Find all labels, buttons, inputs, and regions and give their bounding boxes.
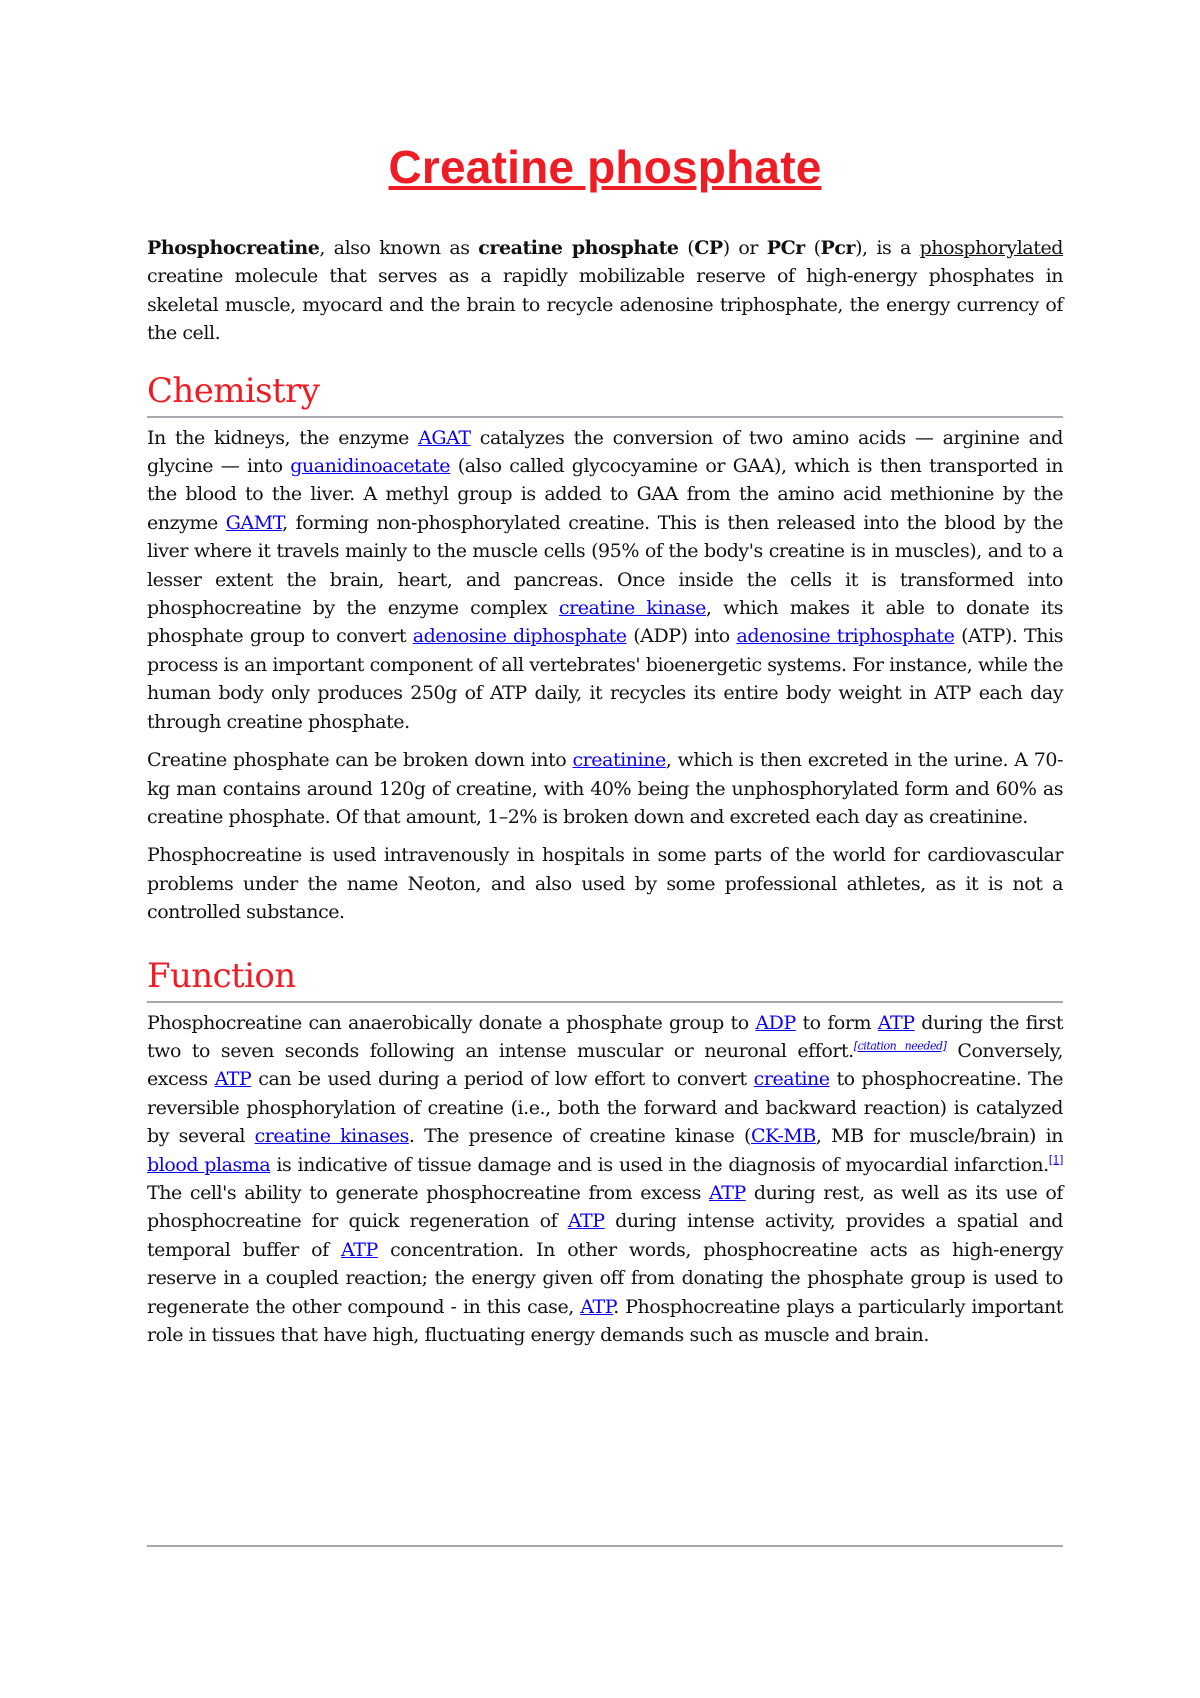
text: , which makes it able to donate its phosphate group to convert	[147, 597, 1063, 648]
page-title: Creatine phosphate	[388, 141, 822, 193]
term-pcr: PCr	[766, 237, 805, 259]
text: In the kidneys, the enzyme	[147, 426, 419, 449]
bottom-divider	[147, 1545, 1063, 1547]
text: , which is then excreted in the urine. A 70-kg man contains around 120g of creatine, with 40% being the unphosphorylated form and 60% as creatine phosphate. Of that amount, 1–2% is broken down and excreted each day as creatinine.	[147, 749, 1063, 828]
section-heading-function: Function	[147, 955, 1063, 1003]
link-atp[interactable]: ATP	[877, 1011, 915, 1034]
text: creatine molecule that serves as a rapidly mobilizable reserve of high-energy phosphates in skeletal muscle, myocard and the brain to recycle adenosine triphosphate, the energy currency of the cell.	[147, 265, 1063, 345]
link-guanidinoacetate[interactable]: guanidinoacetate	[290, 455, 451, 478]
text: Phosphocreatine can anaerobically donate a phosphate group to	[147, 1011, 756, 1034]
text: Conversely, excess	[147, 1039, 1063, 1091]
chemistry-paragraph-3: Phosphocreatine is used intravenously in hospitals in some parts of the world for cardiovascular problems under the name Neoton, and also used by some professional athletes, as it is not a controlled substance.	[147, 844, 1063, 924]
text: Creatine phosphate can be broken down into	[147, 749, 573, 772]
text: . The presence of creatine kinase (	[408, 1125, 751, 1148]
text: to form	[795, 1011, 878, 1034]
text: ) or	[722, 237, 767, 259]
link-creatinine[interactable]: creatinine	[572, 749, 666, 772]
link-reference-1[interactable]: [1]	[1048, 1153, 1063, 1167]
chemistry-paragraph-1	[147, 424, 1063, 736]
link-ck-mb[interactable]: CK-MB	[750, 1125, 816, 1148]
text: (ATP). This process is an important component of all vertebrates' bioenergetic systems. For instance, while the human body only produces 250g of ATP daily, it recycles its entire body weight in ATP each day through creatine phosphate.	[147, 625, 1063, 733]
text: . Phosphocreatine plays a particularly important role in tissues that have high, fluctuating energy demands such as muscle and brain.	[147, 1295, 1063, 1346]
text: (	[678, 237, 695, 259]
text: The cell's ability to generate phosphocreatine from excess	[147, 1181, 710, 1204]
link-atp[interactable]: ATP	[341, 1238, 378, 1261]
section-heading-chemistry: Chemistry	[147, 370, 1063, 418]
link-creatine[interactable]: creatine	[753, 1068, 830, 1091]
term-cp: CP	[694, 237, 723, 259]
text: , MB for muscle/brain) in	[815, 1125, 1063, 1148]
term-phosphocreatine: Phosphocreatine	[147, 237, 320, 259]
link-gamt[interactable]: GAMT	[225, 511, 283, 534]
link-creatine-kinases[interactable]: creatine kinases	[254, 1125, 409, 1148]
text: , also known as	[319, 237, 479, 259]
text: (ADP) into	[626, 625, 737, 648]
text: to phosphocreatine. The reversible phosphorylation of creatine (i.e., both the forward and backward reaction) is catalyzed by several	[147, 1068, 1063, 1148]
term-pcr-alt: Pcr	[820, 237, 856, 259]
term-creatine-phosphate: creatine phosphate	[478, 237, 679, 259]
text: during the first two to seven seconds following an intense muscular or neuronal effort.	[147, 1011, 1063, 1062]
link-blood-plasma[interactable]: blood plasma	[147, 1153, 271, 1176]
link-citation-needed[interactable]: [citation needed]	[853, 1039, 947, 1053]
document-page	[147, 140, 1063, 1359]
text: (also called glycocyamine or GAA), which is then transported in the blood to the liver. A methyl group is added to GAA from the amino acid methionine by the enzyme	[147, 455, 1063, 534]
link-atp[interactable]: ATP	[709, 1181, 746, 1204]
link-adenosine-diphosphate[interactable]: adenosine diphosphate	[412, 625, 627, 648]
link-adp[interactable]: ADP	[755, 1011, 796, 1034]
link-agat[interactable]: AGAT	[418, 426, 471, 449]
link-atp[interactable]: ATP	[214, 1068, 252, 1091]
chemistry-paragraph-2	[147, 746, 1063, 831]
text: is indicative of tissue damage and is used in the diagnosis of myocardial infarction.	[270, 1153, 1049, 1176]
text: (	[804, 237, 821, 259]
link-adenosine-triphosphate[interactable]: adenosine triphosphate	[736, 625, 955, 648]
link-atp[interactable]: ATP	[580, 1295, 614, 1318]
term-phosphorylated: phosphorylated	[919, 237, 1063, 259]
link-creatine-kinase[interactable]: creatine kinase	[558, 597, 706, 620]
text: ), is a	[855, 237, 920, 259]
text: during intense activity, provides a spatial and temporal buffer of	[147, 1210, 1063, 1261]
text: , forming non-phosphorylated creatine. This is then released into the blood by the liver where it travels mainly to the muscle cells (95% of the body's creatine is in muscles), and to a lesser extent the brain, heart, and pancreas. Once inside the cells it is transformed into phosphocreatine by the enzyme complex	[147, 511, 1063, 620]
text: catalyzes the conversion of two amino acids — arginine and glycine — into	[147, 426, 1064, 478]
text: during rest, as well as its use of phosphocreatine for quick regeneration of	[147, 1181, 1064, 1233]
text: concentration. In other words, phosphocreatine acts as high-energy reserve in a coupled reaction; the energy given off from donating the phosphate group is used to regenerate the other compound - in this case,	[147, 1238, 1063, 1318]
function-paragraph-1	[147, 1009, 1063, 1350]
intro-paragraph	[147, 234, 1063, 348]
link-atp[interactable]: ATP	[567, 1210, 605, 1233]
text: can be used during a period of low effort to convert	[251, 1068, 754, 1091]
